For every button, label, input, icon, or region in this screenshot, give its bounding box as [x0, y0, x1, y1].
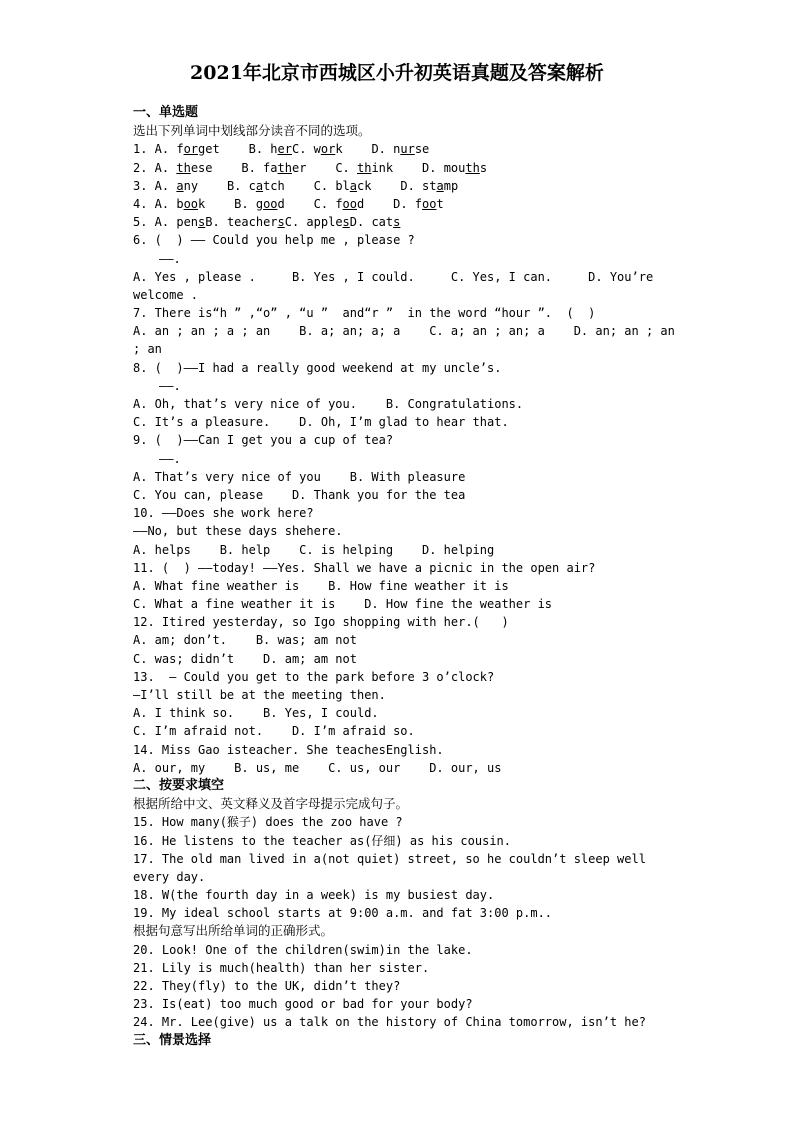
question-11: 11. ( ) ——today! ——Yes. Shall we have a picnic in the open air?	[133, 560, 596, 575]
question-13-response: —I’ll still be at the meeting then.	[133, 688, 386, 702]
document-title: 2021年北京市西城区小升初英语真题及答案解析	[190, 62, 604, 84]
question-7-options-cont: ; an	[133, 342, 162, 357]
question-17-cont: every day.	[133, 869, 206, 884]
instruction-text: 根据所给中文、英文释义及首字母提示完成句子。	[133, 796, 409, 812]
question-6: 6. ( ) —— Could you help me , please ?	[133, 233, 415, 248]
answer-blank: ——.	[159, 251, 181, 266]
question-20: 20. Look! One of the children(swim)in the lake.	[133, 942, 473, 957]
question-9-options-cd: C. You can, please D. Thank you for the tea	[133, 487, 466, 502]
question-18: 18. W(the fourth day in a week) is my busiest day.	[133, 888, 495, 903]
question-17: 17. The old man lived in a(not quiet) street, so he couldn’t sleep well	[133, 851, 646, 866]
question-16: 16. He listens to the teacher as(仔细) as his cousin.	[133, 833, 512, 848]
question-12-options-cd: C. was; didn’t D. am; am not	[133, 651, 357, 666]
question-23: 23. Is(eat) too much good or bad for your body?	[133, 997, 473, 1012]
question-12-options-ab: A. am; don’t. B. was; am not	[133, 633, 357, 648]
question-14: 14. Miss Gao isteacher. She teachesEnglish.	[133, 742, 444, 757]
question-13: 13. — Could you get to the park before 3 o’clock?	[133, 669, 495, 684]
question-12: 12. Itired yesterday, so Igo shopping with her.( )	[133, 615, 509, 630]
section-heading-situational: 三、情景选择	[133, 1032, 212, 1048]
question-21: 21. Lily is much(health) than her sister.	[133, 960, 430, 975]
question-8: 8. ( )——I had a really good weekend at my uncle’s.	[133, 360, 502, 375]
question-6-options: A. Yes , please . B. Yes , I could. C. Yes, I can. D. You’re	[133, 269, 654, 284]
question-15: 15. How many(猴子) does the zoo have ?	[133, 815, 403, 830]
question-24: 24. Mr. Lee(give) us a talk on the history of China tomorrow, isn’t he?	[133, 1015, 646, 1030]
question-13-options-cd: C. I’m afraid not. D. I’m afraid so.	[133, 724, 415, 739]
instruction-text: 选出下列单词中划线部分读音不同的选项。	[133, 123, 371, 139]
question-10-options: A. helps B. help C. is helping D. helping	[133, 542, 495, 557]
question-9-options-ab: A. That’s very nice of you B. With pleasure	[133, 469, 466, 484]
question-10-response: ——No, but these days shehere.	[133, 524, 343, 539]
question-11-options-cd: C. What a fine weather it is D. How fine the weather is	[133, 597, 553, 612]
question-14-options: A. our, my B. us, me C. us, our D. our, us	[133, 760, 502, 775]
answer-blank: ——.	[159, 451, 181, 466]
section-heading-fill-in: 二、按要求填空	[133, 777, 225, 793]
question-11-options-ab: A. What fine weather is B. How fine weather it is	[133, 578, 509, 593]
question-7-options: A. an ; an ; a ; an B. a; an; a; a C. a; an ; an; a D. an; an ; an	[133, 324, 675, 339]
question-9: 9. ( )——Can I get you a cup of tea?	[133, 433, 394, 448]
document-body	[133, 104, 673, 1050]
answer-blank: ——.	[159, 378, 181, 393]
question-3: 3. A. any B. catch C. black D. stamp	[133, 178, 459, 193]
question-19: 19. My ideal school starts at 9:00 a.m. and fat 3:00 p.m..	[133, 906, 553, 921]
question-22: 22. They(fly) to the UK, didn’t they?	[133, 979, 401, 993]
question-2: 2. A. these B. father C. think D. mouths	[133, 160, 488, 175]
question-6-options-cont: welcome .	[133, 287, 199, 302]
section-heading-single-choice: 一、单选题	[133, 105, 199, 120]
question-10: 10. ——Does she work here?	[133, 506, 314, 521]
instruction-text: 根据句意写出所给单词的正确形式。	[133, 923, 334, 939]
question-7: 7. There is“h ” ,“o” , “u ” and“r ” in the word “hour ”. ( )	[133, 306, 596, 321]
question-5: 5. A. pensB. teachersC. applesD. cats	[133, 215, 401, 230]
question-8-options-ab: A. Oh, that’s very nice of you. B. Congratulations.	[133, 397, 524, 411]
question-13-options-ab: A. I think so. B. Yes, I could.	[133, 706, 379, 721]
question-1: 1. A. forget B. herC. work D. nurse	[133, 142, 430, 157]
question-8-options-cd: C. It’s a pleasure. D. Oh, I’m glad to hear that.	[133, 415, 509, 430]
question-4: 4. A. book B. good C. food D. foot	[133, 196, 444, 211]
